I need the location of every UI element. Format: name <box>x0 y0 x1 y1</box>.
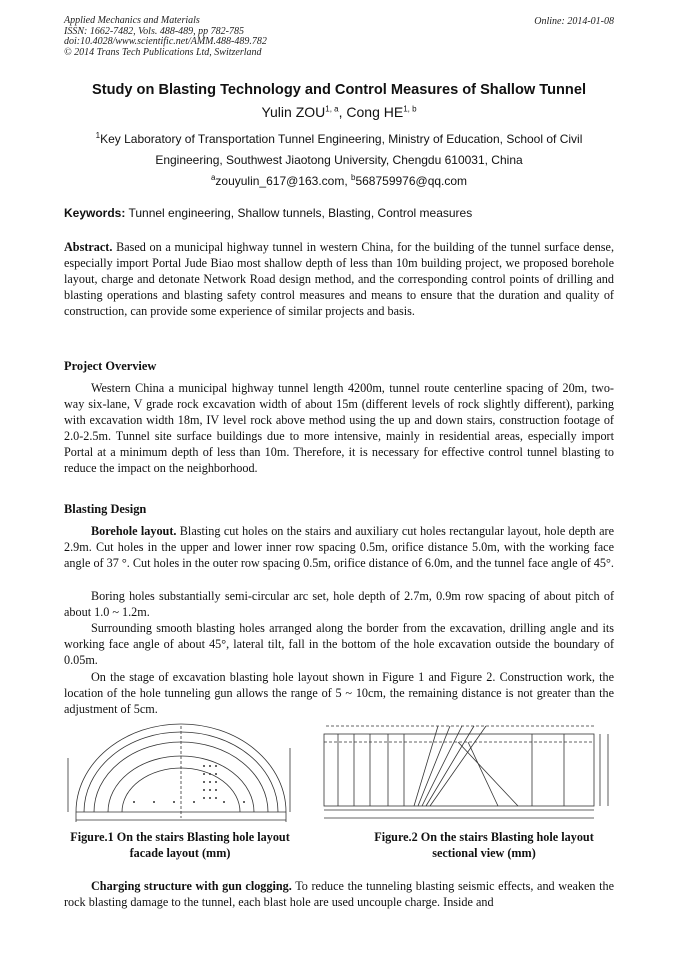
journal-name: Applied Mechanics and Materials <box>64 15 200 26</box>
section-title-overview: Project Overview <box>64 359 157 373</box>
stage-paragraph: On the stage of excavation blasting hole layout shown in Figure 1 and Figure 2. Construction work, the location of the hole tunneling gun allows the range of 5 ~ 10cm, the remaining distance is not greater than the adjustment of 5cm. <box>64 670 614 716</box>
keywords: Keywords: Tunnel engineering, Shallow tunnels, Blasting, Control measures <box>64 206 473 220</box>
abstract: Abstract. Based on a municipal highway tunnel in western China, for the building of the tunnel surface dense, especially import Portal Jude Biao most shallow depth of less than 10m building project, we proposed borehole layout, charge and detonate Network Road design method, and the corresponding control points of drilling and blasting operations and blasting safety control measures and means to ensure that the duration and quality of construction, can provide some experience of similar projects and basis. <box>64 240 614 318</box>
email-line: $^a$zouyulin_617@163.com, $^b$568759976@qq.com <box>210 173 468 188</box>
charging-paragraph: Charging structure with gun clogging. To reduce the tunneling blasting seismic effects, and weaken the rock blasting damage to the tunnel, each blast hole are used uncouple charge. Inside and <box>64 879 614 909</box>
copyright-line: © 2014 Trans Tech Publications Ltd, Switzerland <box>64 46 262 58</box>
overview-paragraph: Western China a municipal highway tunnel length 4200m, tunnel route centerline spacing of 20m, two-way six-lane, V grade rock excavation width of about 15m (different levels of rock slightly different), parking with excavation width 18m, IV level rock above method using the up and down stairs, construction footage of 2.0-2.5m. Tunnel site surface buildings due to more intensive, mainly in residential areas, especially import Portal at a minimum depth of less than 10m. Therefore, it is necessary for effective control tunnel blasting to reduce the impact on the neighborhood. <box>64 381 614 475</box>
affiliation-line-2: Engineering, Southwest Jiaotong University, Chengdu 610031, China <box>155 153 523 167</box>
figure-1-facade-layout <box>64 718 294 828</box>
figure-2-sectional-view <box>318 718 614 828</box>
online-date: Online: 2014-01-08 <box>534 16 614 27</box>
affiliation-line-1: $^1$Key Laboratory of Transportation Tunnel Engineering, Ministry of Education, School of Civil <box>95 131 583 146</box>
surrounding-paragraph: Surrounding smooth blasting holes arranged along the border from the excavation, drilling angle and its working face angle of about 45°, lateral tilt, fall in the bottom of the hole excavation outside the boundary of 0.05m. <box>64 621 614 667</box>
issn-line: ISSN: 1662-7482, Vols. 488-489, pp 782-785 <box>64 25 244 37</box>
paper-title: Study on Blasting Technology and Control Measures of Shallow Tunnel <box>91 82 587 98</box>
section-title-blasting-design: Blasting Design <box>64 502 147 516</box>
author-line: Yulin ZOU$^{1, a}$, Cong HE$^{1, b}$ <box>261 104 417 120</box>
boring-paragraph: Boring holes substantially semi-circular arc set, hole depth of 2.7m, 0.9m row spacing of about pitch of about 1.0 ~ 1.2m. <box>64 589 614 619</box>
figure-1-caption: Figure.1 On the stairs Blasting hole layout facade layout (mm) <box>70 830 290 860</box>
author-1: Yulin ZOU <box>261 104 326 120</box>
figure-2-caption: Figure.2 On the stairs Blasting hole layout sectional view (mm) <box>374 830 594 860</box>
abstract-label: Abstract. <box>64 240 113 254</box>
doi-line: doi:10.4028/www.scientific.net/AMM.488-489.782 <box>64 36 267 47</box>
running-header <box>64 16 267 58</box>
borehole-paragraph: Borehole layout. Blasting cut holes on the stairs and auxiliary cut holes rectangular layout, hole depth are 2.9m. Cut holes in the upper and lower inner row spacing 0.5m, orifice distance 5.0m, with the working face angle of 37 °. Cut holes in the outer row spacing 0.5m, orifice distance of 6.0m, and the tunnel face angle of 45°. <box>64 524 614 570</box>
author-2: Cong HE <box>346 104 404 120</box>
